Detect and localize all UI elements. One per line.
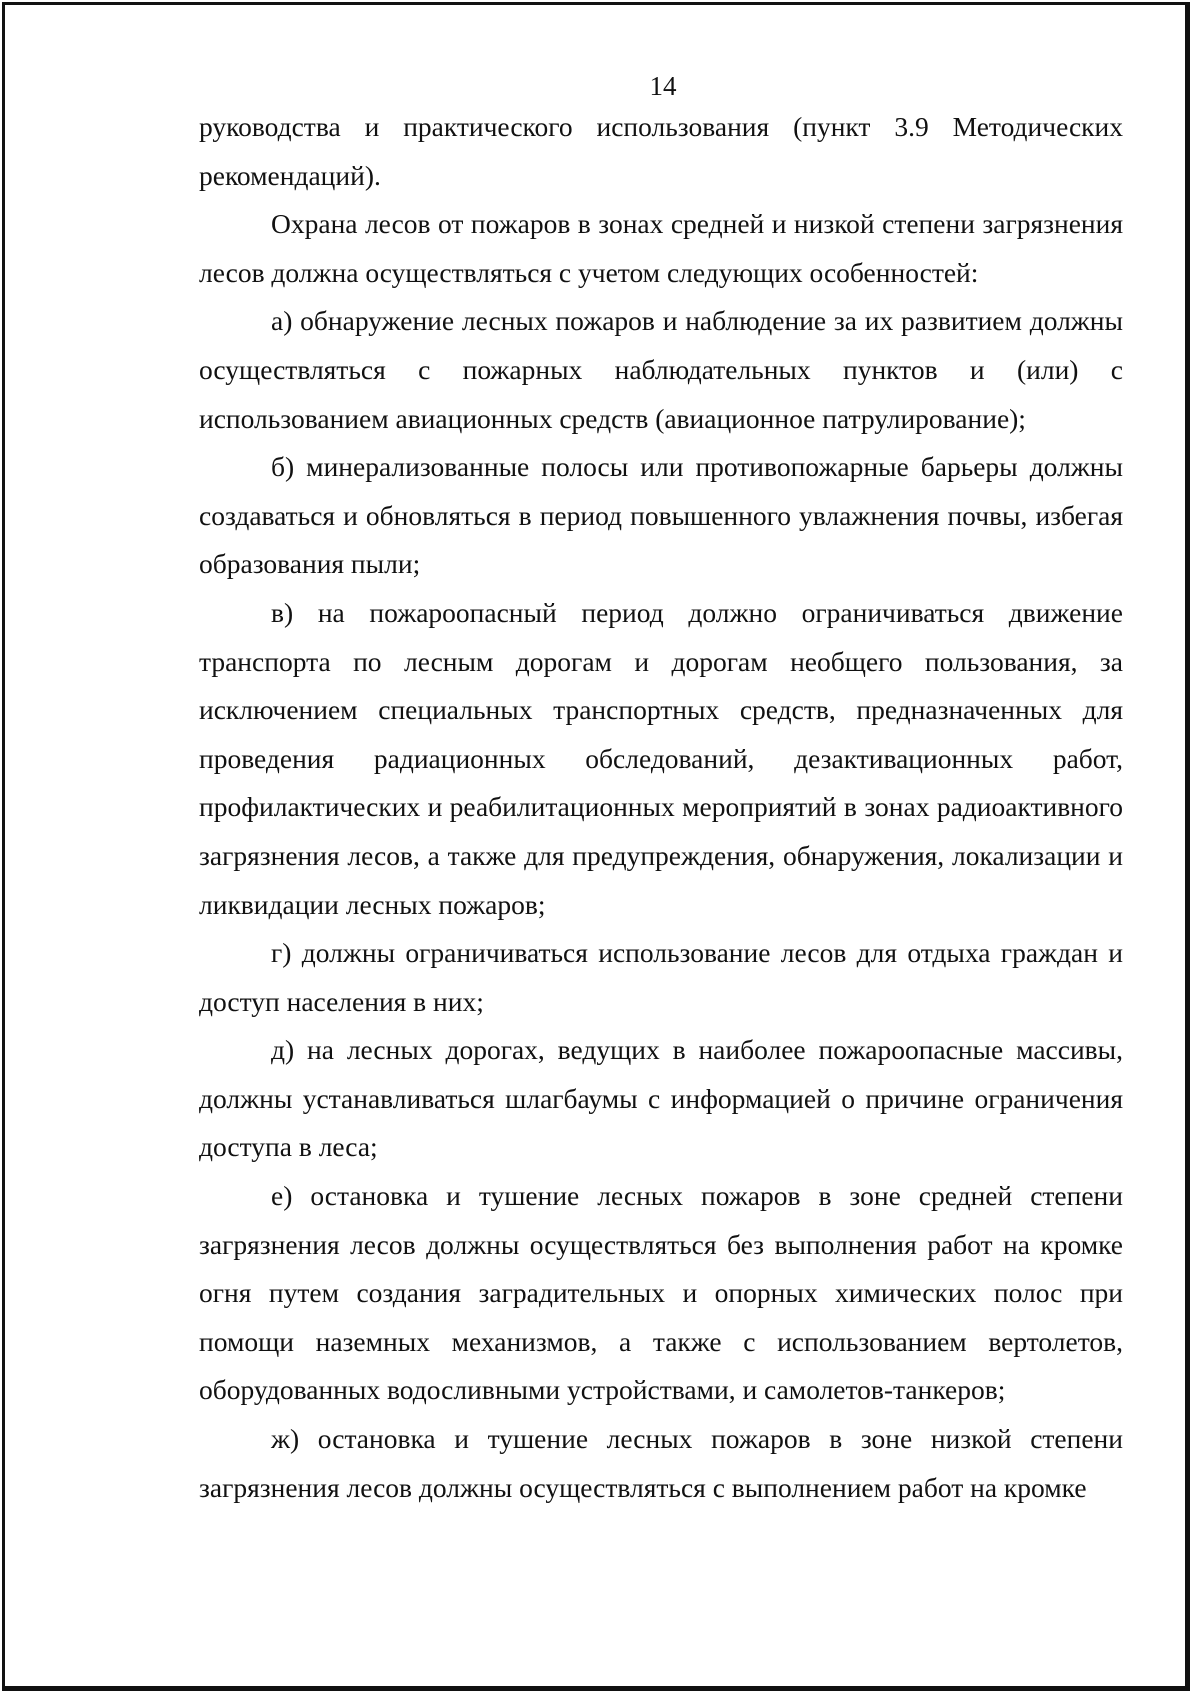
list-item-e: е) остановка и тушение лесных пожаров в зоне средней степени загрязнения лесов должны осуществляться без выполнения работ на кромке огня путем создания заградительных и опорных химических полос при помощи наземных механизмов, а также с использованием вертолетов, оборудованных водосливными устройствами, и самолетов-танкеров; xyxy=(199,1180,1123,1406)
paragraph-continued: руководства и практического использования (пункт 3.9 Методических рекомендаций). xyxy=(199,111,1123,191)
list-item-g: г) должны ограничиваться использование лесов для отдыха граждан и доступ населения в них; xyxy=(199,937,1123,1017)
list-item-a: а) обнаружение лесных пожаров и наблюдение за их развитием должны осуществляться с пожарных наблюдательных пунктов и (или) с использованием авиационных средств (авиационное патрулирование); xyxy=(199,305,1123,434)
list-item-d: д) на лесных дорогах, ведущих в наиболее пожароопасные массивы, должны устанавливаться шлагбаумы с информацией о причине ограничения доступа в леса; xyxy=(199,1034,1123,1163)
document-page xyxy=(2,2,1190,1691)
document-body xyxy=(199,103,1123,1512)
page-number: 14 xyxy=(649,71,677,101)
list-item-b: б) минерализованные полосы или противопожарные барьеры должны создаваться и обновляться в период повышенного увлажнения почвы, избегая образования пыли; xyxy=(199,451,1123,580)
paragraph-intro: Охрана лесов от пожаров в зонах средней и низкой степени загрязнения лесов должна осуществляться с учетом следующих особенностей: xyxy=(199,208,1123,288)
list-item-v: в) на пожароопасный период должно ограничиваться движение транспорта по лесным дорогам и дорогам необщего пользования, за исключением специальных транспортных средств, предназначенных для проведения радиационных обследований, дезактивационных работ, профилактических и реабилитационных мероприятий в зонах радиоактивного загрязнения лесов, а также для предупреждения, обнаружения, локализации и ликвидации лесных пожаров; xyxy=(199,596,1123,920)
list-item-zh: ж) остановка и тушение лесных пожаров в зоне низкой степени загрязнения лесов должны осуществляться с выполнением работ на кромке xyxy=(199,1423,1123,1503)
